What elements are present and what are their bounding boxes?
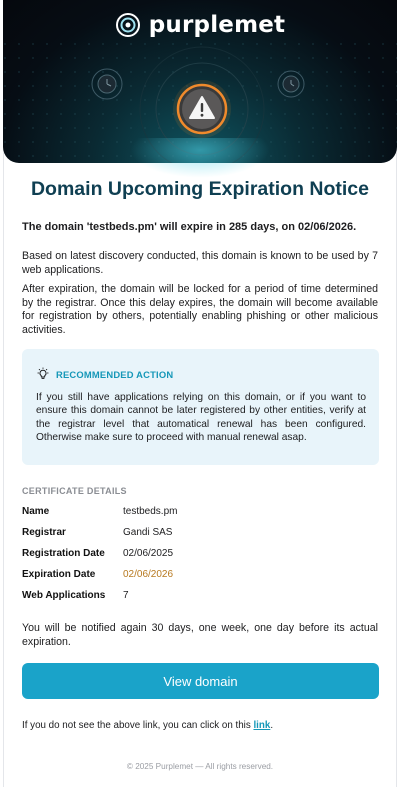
detail-value-expiration: 02/06/2026 — [123, 569, 174, 580]
recommended-action-body: If you still have applications relying on this domain, or if you want to ensure this domain cannot be later registered by other entities, verify at the registrar level that automatical renewal has been configured. Otherwise make sure to proceed with manual renewal asap. — [36, 392, 366, 444]
details-section-title: CERTIFICATE DETAILS — [22, 486, 127, 496]
lightbulb-icon — [36, 367, 50, 381]
hero-glow — [130, 138, 270, 178]
purplemet-logo-icon — [115, 12, 141, 38]
notification-notice: You will be notified again 30 days, one week, one day before its actual expiration. — [22, 622, 378, 648]
detail-label: Name — [22, 506, 50, 517]
detail-row-expiration-date — [22, 569, 322, 583]
detail-label: Registration Date — [22, 548, 105, 559]
detail-row-web-applications — [22, 590, 322, 604]
detail-value: 02/06/2025 — [123, 548, 174, 559]
recommended-action-title: RECOMMENDED ACTION — [56, 368, 174, 380]
detail-label: Expiration Date — [22, 569, 96, 580]
warning-icon — [171, 78, 233, 140]
detail-row-registrar — [22, 527, 322, 541]
brand-name: purplemet — [148, 12, 286, 38]
fallback-text — [22, 720, 273, 731]
expiration-paragraph: After expiration, the domain will be locked for a period of time determined by the registrar. Once this delay expires, the domain will become available for registration by others, potentially enabling phishing or other malicious activities. — [22, 283, 378, 336]
detail-label: Registrar — [22, 527, 66, 538]
fallback-end: . — [270, 720, 274, 731]
fallback-prefix: If you do not see the above link, you can click on this — [22, 720, 254, 731]
footer-copyright: © 2025 Purplemet — All rights reserved. — [126, 762, 274, 771]
fallback-link[interactable]: link — [253, 720, 271, 731]
brand-logo — [3, 10, 397, 40]
page-title: Domain Upcoming Expiration Notice — [30, 178, 370, 200]
detail-value: Gandi SAS — [123, 527, 173, 538]
alert-badge — [171, 78, 233, 140]
recommended-action-header — [36, 367, 173, 381]
detail-row-name — [22, 506, 322, 520]
detail-label: Web Applications — [22, 590, 106, 601]
detail-value: testbeds.pm — [123, 506, 178, 517]
recommended-action-panel — [22, 349, 379, 465]
expiry-lead: The domain 'testbeds.pm' will expire in 285 days, on 02/06/2026. — [22, 221, 357, 233]
detail-value: 7 — [123, 590, 129, 601]
detail-row-registration-date — [22, 548, 322, 562]
view-domain-button[interactable]: View domain — [22, 663, 379, 699]
usage-paragraph: Based on latest discovery conducted, this domain is known to be used by 7 web applications. — [22, 250, 378, 276]
